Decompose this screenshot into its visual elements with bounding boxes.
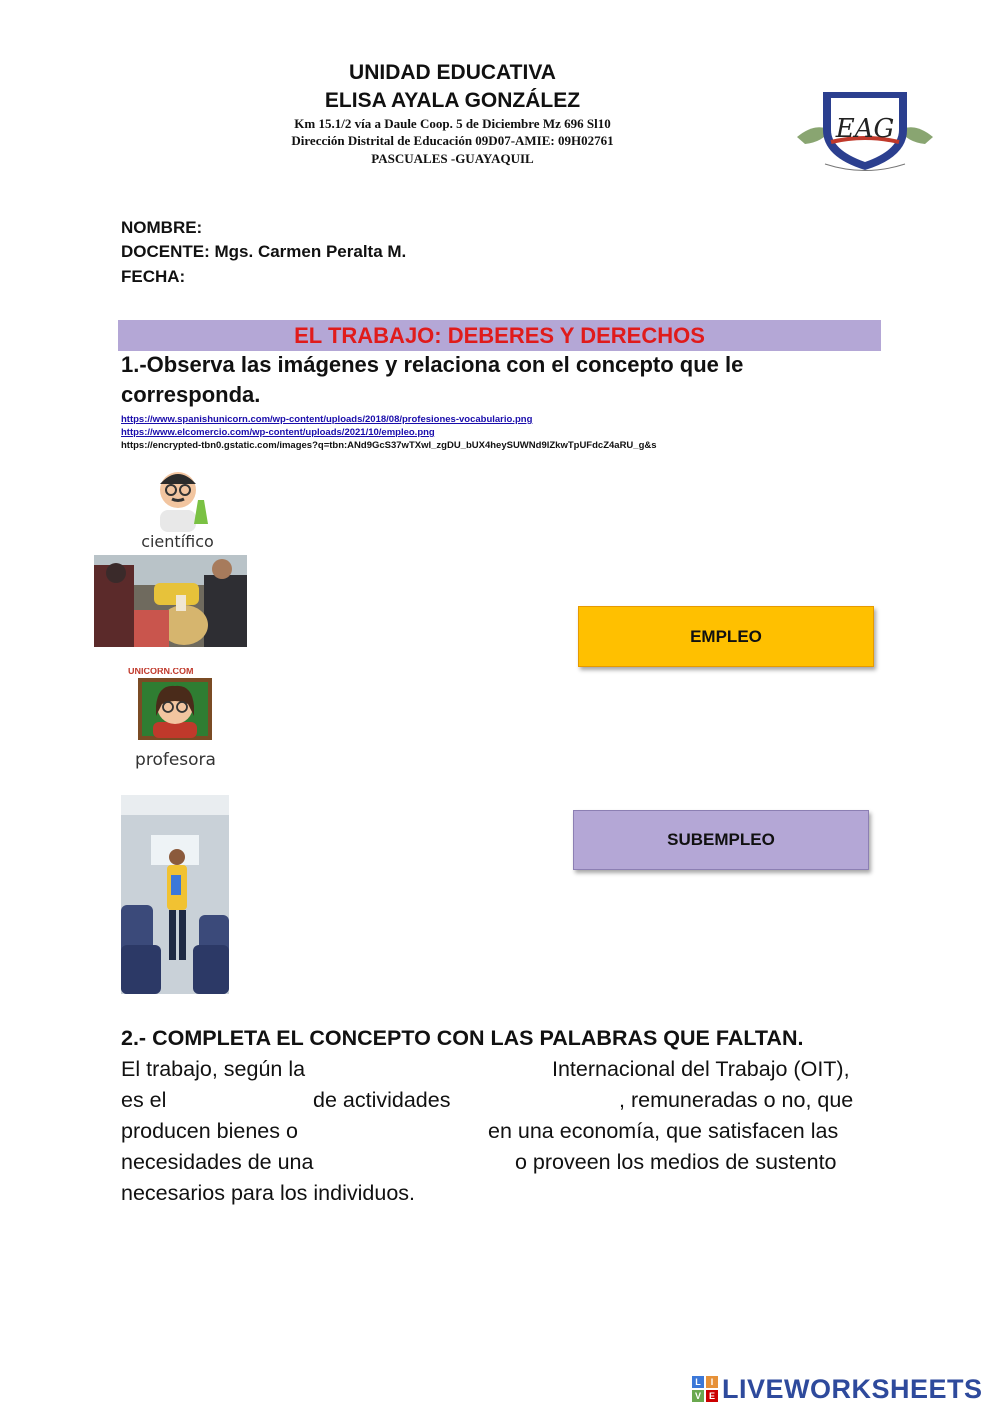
concept-subempleo-box[interactable]: SUBEMPLEO: [573, 810, 869, 870]
scientist-caption: científico: [141, 532, 214, 551]
school-name-line2: ELISA AYALA GONZÁLEZ: [324, 89, 581, 112]
q2-line2-end: , remuneradas o no, que: [619, 1088, 854, 1112]
name-label: NOMBRE:: [121, 218, 203, 237]
source-link-3: https://encrypted-tbn0.gstatic.com/images?q=tbn:ANd9GcS37wTXwl_zgDU_bUX4heySUWNd9lZkwTpUFdcZ4aRU_g&s: [121, 440, 657, 451]
school-city: PASCUALES -GUAYAQUIL: [371, 151, 534, 166]
scientist-image[interactable]: [120, 462, 235, 554]
q2-line3-end: en una economía, que satisfacen las: [488, 1119, 839, 1143]
question1-line1: 1.-Observa las imágenes y relaciona con el concepto que le: [121, 352, 744, 377]
school-district: Dirección Distrital de Educación 09D07-AMIE: 09H02761: [291, 133, 614, 148]
school-logo: [795, 82, 935, 177]
teacher-image-banner: UNICORN.COM: [128, 668, 194, 676]
logo-letters: EAG: [835, 114, 895, 144]
q2-line1-start: El trabajo, según la: [121, 1057, 306, 1081]
liveworksheets-wordmark: LIVEWORKSHEETS: [722, 1373, 983, 1404]
q2-line4-start: necesidades de una: [121, 1150, 314, 1174]
q2-line4-end: o proveen los medios de sustento: [515, 1150, 837, 1174]
q2-line5: necesarios para los individuos.: [121, 1181, 415, 1205]
school-address: Km 15.1/2 vía a Daule Coop. 5 de Diciembre Mz 696 Sl10: [294, 116, 611, 131]
question2-title: 2.- COMPLETA EL CONCEPTO CON LAS PALABRAS QUE FALTAN.: [121, 1026, 804, 1050]
logo-tile-4: E: [706, 1390, 718, 1402]
q2-line2-start: es el: [121, 1088, 167, 1112]
q2-line1-end: Internacional del Trabajo (OIT),: [552, 1057, 850, 1081]
teacher-label: DOCENTE: Mgs. Carmen Peralta M.: [121, 242, 407, 261]
logo-tile-1: L: [692, 1376, 704, 1388]
logo-tile-2: I: [706, 1376, 718, 1388]
street-vendor-photo[interactable]: [94, 555, 247, 647]
teacher-caption: profesora: [135, 750, 216, 770]
liveworksheets-brand[interactable]: [692, 1374, 983, 1404]
q2-line2-mid: de actividades: [313, 1088, 451, 1112]
date-label: FECHA:: [121, 267, 186, 286]
source-link-1[interactable]: https://www.spanishunicorn.com/wp-content/uploads/2018/08/profesiones-vocabulario.png: [121, 414, 533, 425]
worksheet-title: EL TRABAJO: DEBERES Y DERECHOS: [118, 320, 881, 351]
logo-tile-3: V: [692, 1390, 704, 1402]
liveworksheets-logo-icon: [692, 1376, 718, 1402]
source-link-2[interactable]: https://www.elcomercio.com/wp-content/uploads/2021/10/empleo.png: [121, 427, 435, 438]
bus-vendor-photo[interactable]: [121, 795, 229, 994]
question1-line2: corresponda.: [121, 382, 261, 407]
school-name-line1: UNIDAD EDUCATIVA: [349, 61, 556, 84]
q2-line3-start: producen bienes o: [121, 1119, 298, 1143]
teacher-image[interactable]: [128, 668, 223, 776]
concept-empleo-box[interactable]: EMPLEO: [578, 606, 874, 667]
question2-paragraph: [121, 1057, 878, 1217]
